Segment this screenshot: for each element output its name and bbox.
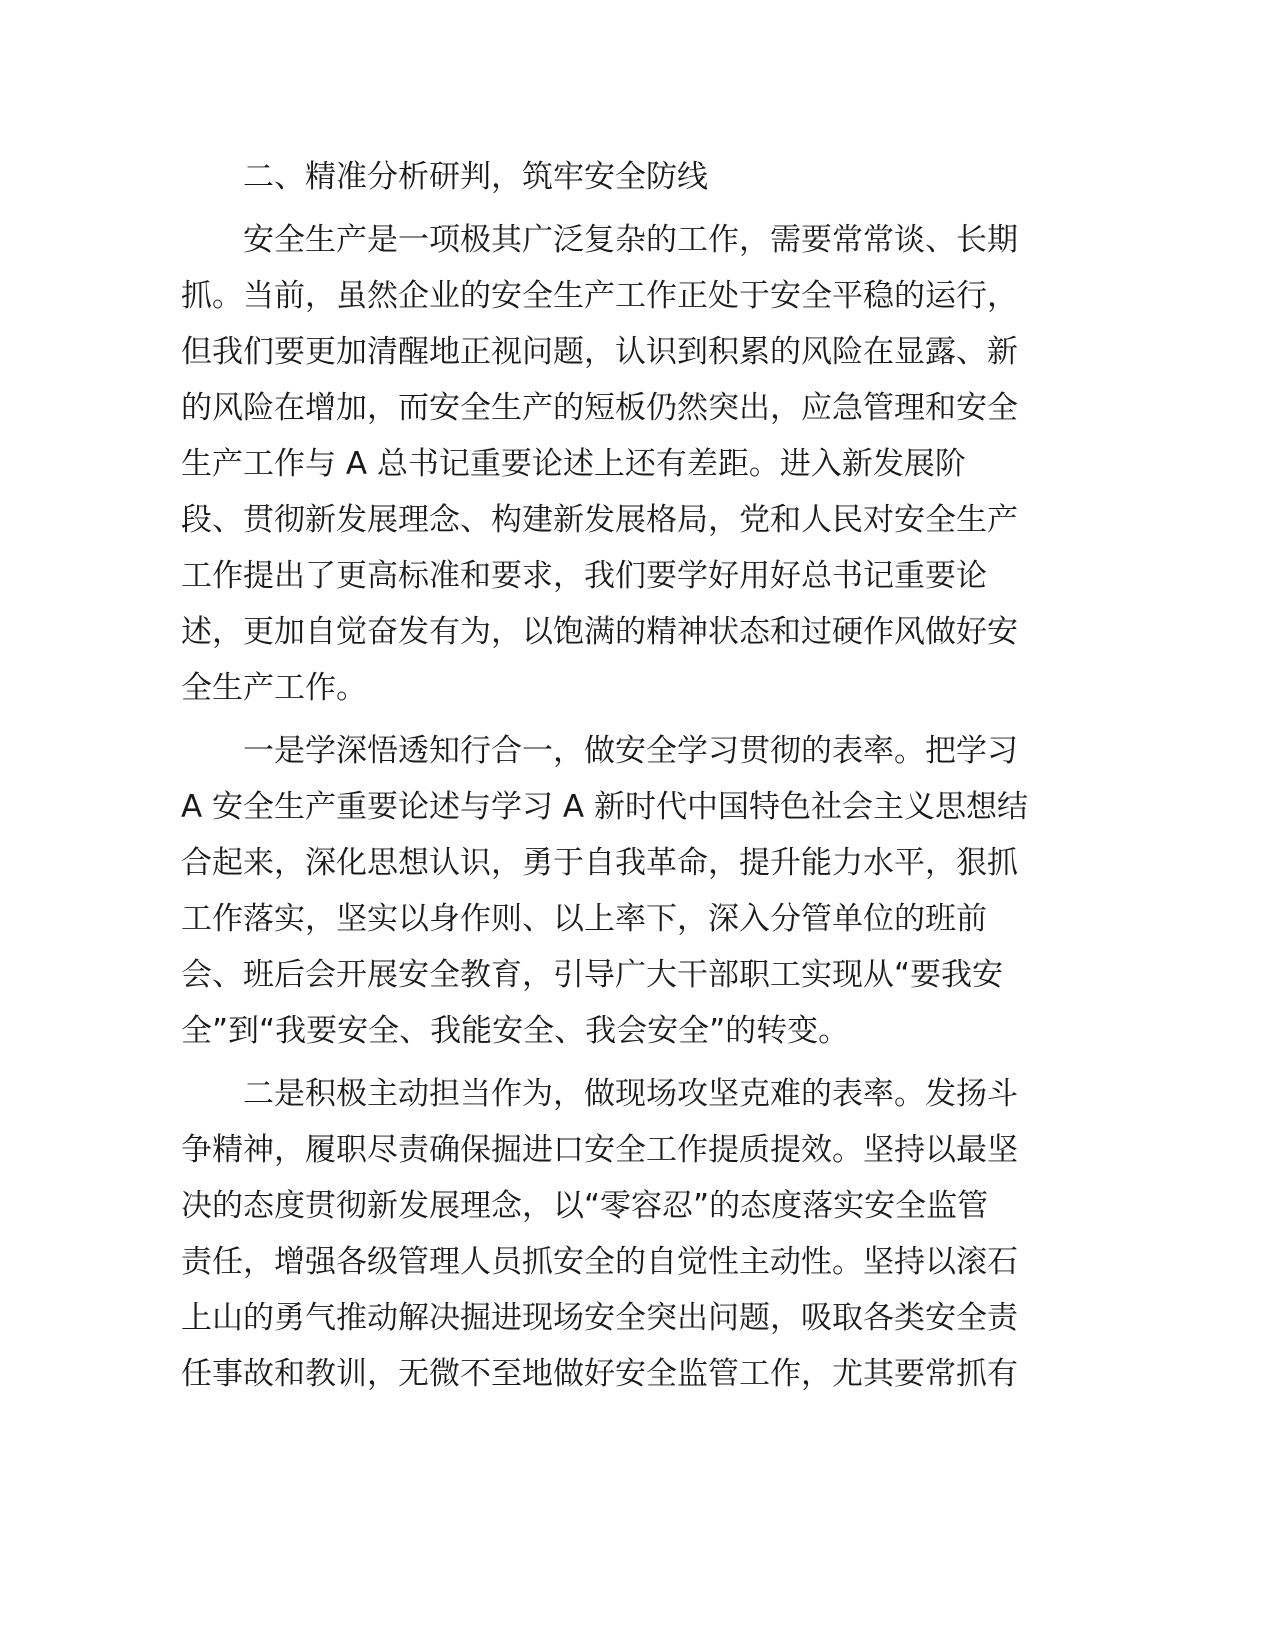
paragraph-point-two xyxy=(181,1066,1043,1402)
paragraph-line: 会、班后会开展安全教育，引导广大干部职工实现从“要我安 xyxy=(181,957,1004,993)
paragraph-line: 合起来，深化思想认识，勇于自我革命，提升能力水平，狠抓 xyxy=(181,845,1018,881)
section-heading: 二、精准分析研判，筑牢安全防线 xyxy=(243,159,708,195)
paragraph-line: 生产工作与 A 总书记重要论述上还有差距。进入新发展阶 xyxy=(181,446,966,482)
paragraph-line: 抓。当前，虽然企业的安全生产工作正处于安全平稳的运行， xyxy=(181,278,1018,314)
paragraph-line: 决的态度贯彻新发展理念，以“零容忍”的态度落实安全监管 xyxy=(181,1188,989,1224)
paragraph-line: 但我们要更加清醒地正视问题，认识到积累的风险在显露、新 xyxy=(181,334,1018,370)
paragraph-line: 全生产工作。 xyxy=(181,670,367,706)
paragraph-line: 任事故和教训，无微不至地做好安全监管工作，尤其要常抓有 xyxy=(181,1356,1018,1392)
paragraph-line: 工作提出了更高标准和要求，我们要学好用好总书记重要论 xyxy=(181,558,987,594)
paragraph-line: 一是学深悟透知行合一，做安全学习贯彻的表率。把学习 xyxy=(243,733,1018,769)
paragraph-line: 安全生产是一项极其广泛复杂的工作，需要常常谈、长期 xyxy=(243,222,1018,258)
paragraph-point-one xyxy=(181,723,1043,1059)
paragraph-line: 责任，增强各级管理人员抓安全的自觉性主动性。坚持以滚石 xyxy=(181,1244,1018,1280)
paragraph-line: 段、贯彻新发展理念、构建新发展格局，党和人民对安全生产 xyxy=(181,502,1018,538)
paragraph-line: 的风险在增加，而安全生产的短板仍然突出，应急管理和安全 xyxy=(181,390,1018,426)
paragraph-line: 述，更加自觉奋发有为，以饱满的精神状态和过硬作风做好安 xyxy=(181,614,1018,650)
paragraph-line: 上山的勇气推动解决掘进现场安全突出问题，吸取各类安全责 xyxy=(181,1300,1018,1336)
paragraph-line: 争精神，履职尽责确保掘进口安全工作提质提效。坚持以最坚 xyxy=(181,1132,1018,1168)
paragraph-intro xyxy=(181,212,1043,716)
paragraph-line: A 安全生产重要论述与学习 A 新时代中国特色社会主义思想结 xyxy=(181,789,1028,825)
document-body xyxy=(181,149,1043,1409)
paragraph-line: 全”到“我要安全、我能安全、我会安全”的转变。 xyxy=(181,1013,850,1049)
paragraph-line: 工作落实，坚实以身作则、以上率下，深入分管单位的班前 xyxy=(181,901,987,937)
paragraph-line: 二是积极主动担当作为，做现场攻坚克难的表率。发扬斗 xyxy=(243,1076,1018,1112)
